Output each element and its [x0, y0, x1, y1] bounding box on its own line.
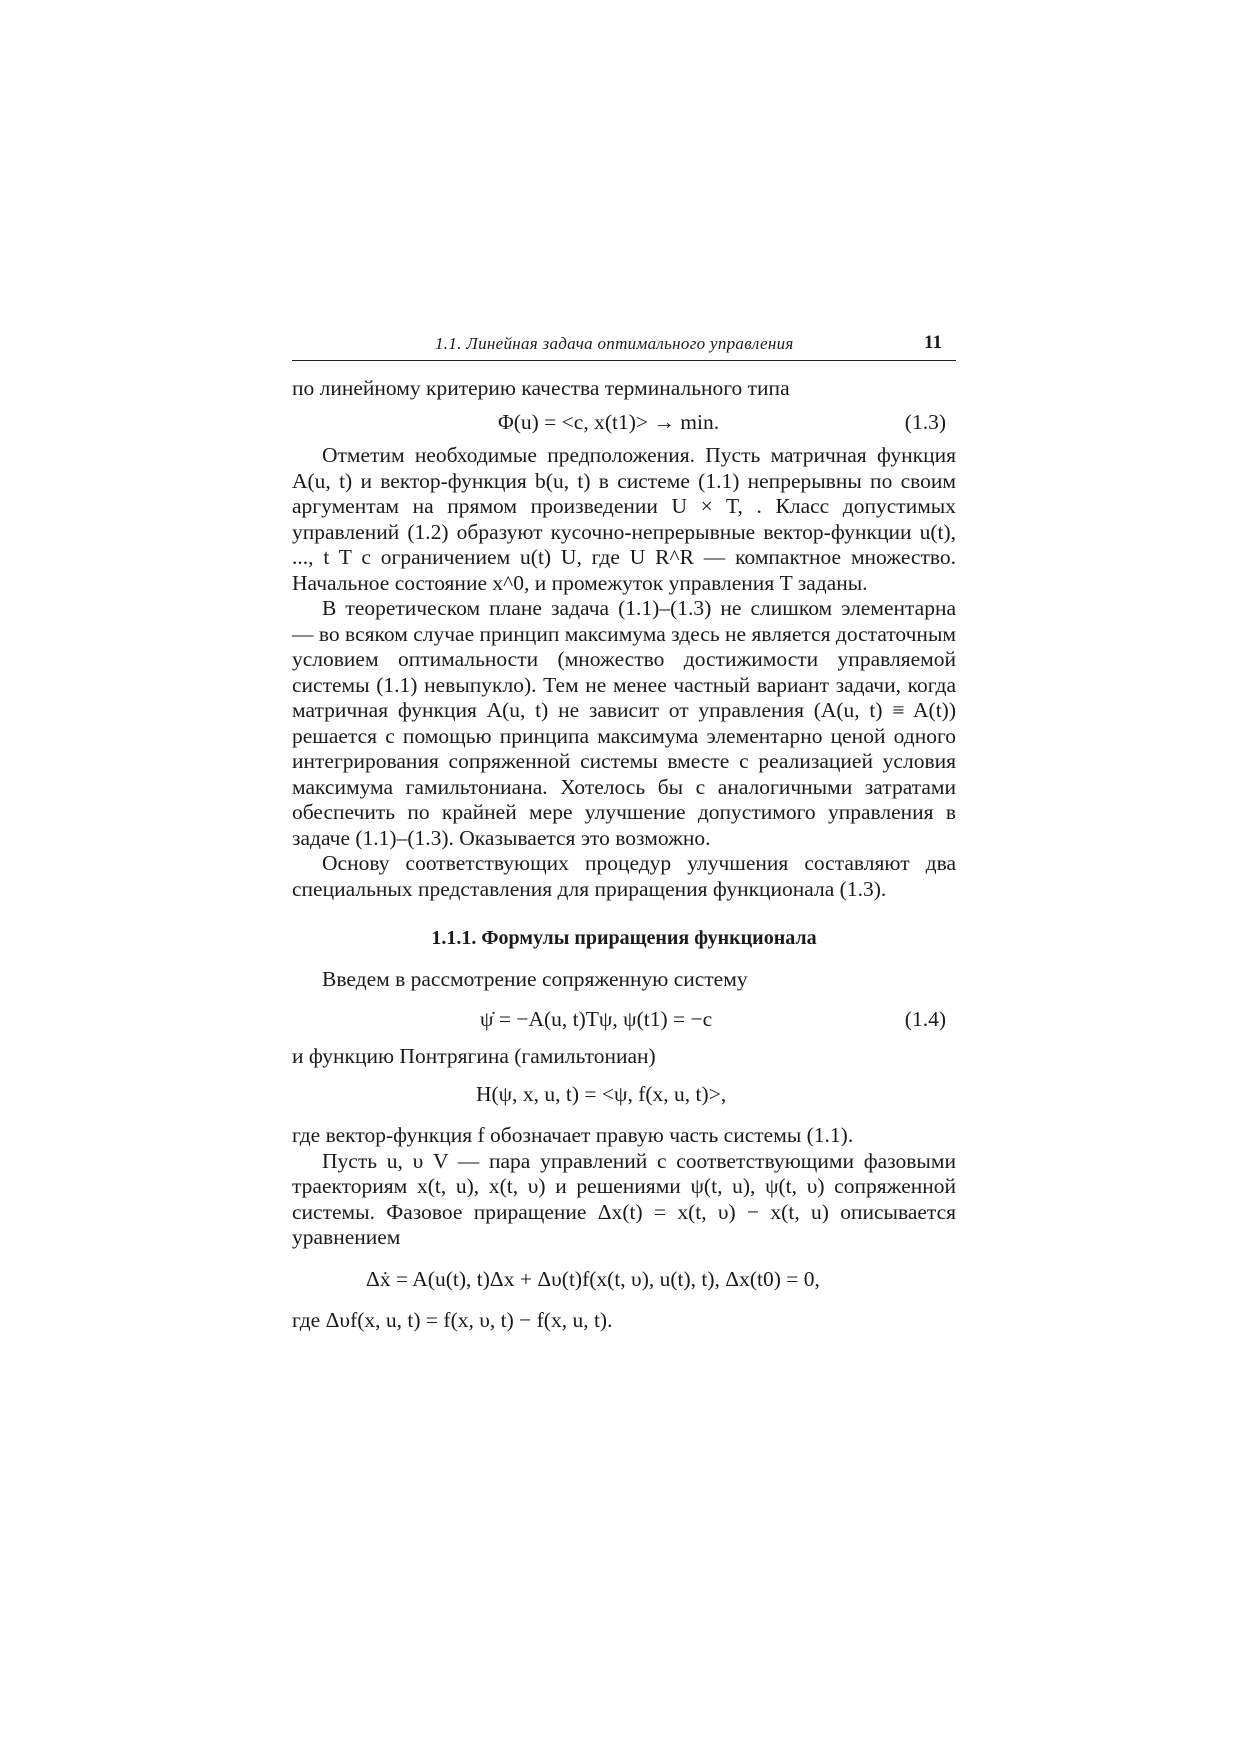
equation-number: (1.4): [904, 1006, 946, 1031]
paragraph-basis: Основу соответствующих процедур улучшения составляют два специальных представления для приращения функционала (1.3).: [292, 851, 956, 901]
page: [292, 330, 956, 1334]
equation-hamiltonian: [292, 1082, 956, 1108]
equation-number: (1.3): [904, 409, 946, 434]
page-number: 11: [924, 332, 942, 353]
paragraph-theory: В теоретическом плане задача (1.1)–(1.3) не слишком элементарна — во всяком случае принцип максимума здесь не является достаточным условием оптимальности (множество достижимости управляемой системы (1.1) невыпукло). Тем не менее частный вариант задачи, когда матричная функция A(u, t) не зависит от управления (A(u, t) ≡ A(t)) решается с помощью принципа максимума элементарно ценой одного интегрирования сопряженной системы вместе с реализацией условия максимума гамильтониана. Хотелось бы с аналогичными затратами обеспечить по крайней мере улучшение допустимого управления в задаче (1.1)–(1.3). Оказывается это возможно.: [292, 596, 956, 850]
paragraph-pontryagin: и функцию Понтрягина (гамильтониан): [292, 1044, 656, 1068]
running-title: 1.1. Линейная задача оптимального управления: [435, 334, 794, 353]
formula-phase-increment: Δẋ = A(u(t), t)Δx + Δυ(t)f(x(t, υ), u(t), t), Δx(t0) = 0,: [366, 1266, 820, 1291]
paragraph-intro: по линейному критерию качества терминального типа: [292, 376, 790, 400]
equation-1-3: [292, 410, 956, 436]
formula-functional: Φ(u) = <c, x(t1)> → min.: [498, 409, 720, 434]
equation-1-4: [292, 1007, 956, 1033]
paragraph-vector-function: где вектор-функция f обозначает правую часть системы (1.1).: [292, 1123, 854, 1147]
running-header: [292, 330, 956, 361]
paragraph-adjoint-intro: Введем в рассмотрение сопряженную систему: [322, 967, 748, 991]
formula-hamiltonian: H(ψ, x, u, t) = <ψ, f(x, u, t)>,: [476, 1081, 727, 1106]
section-heading: 1.1.1. Формулы приращения функционала: [431, 927, 817, 949]
paragraph-assumptions: Отметим необходимые предположения. Пусть матричная функция A(u, t) и вектор-функция b(u, t) в системе (1.1) непрерывны по своим аргументам на прямом произведении U × T, . Класс допустимых управлений (1.2) образуют кусочно-непрерывные вектор-функции u(t), ..., t T с ограничением u(t) U, где U R^R — компактное множество. Начальное состояние x^0, и промежуток управления T заданы.: [292, 443, 956, 595]
paragraph-controls: Пусть u, υ V — пара управлений с соответствующими фазовыми траекториям x(t, u), x(t, υ) и решениями ψ(t, u), ψ(t, υ) сопряженной системы. Фазовое приращение Δx(t) = x(t, υ) − x(t, u) описывается уравнением: [292, 1148, 956, 1249]
formula-adjoint-system: ψ̇ = −A(u, t)Tψ, ψ(t1) = −c: [480, 1006, 713, 1031]
equation-increment: [292, 1267, 956, 1293]
paragraph-where: где Δυf(x, u, t) = f(x, υ, t) − f(x, u, t).: [292, 1308, 613, 1332]
